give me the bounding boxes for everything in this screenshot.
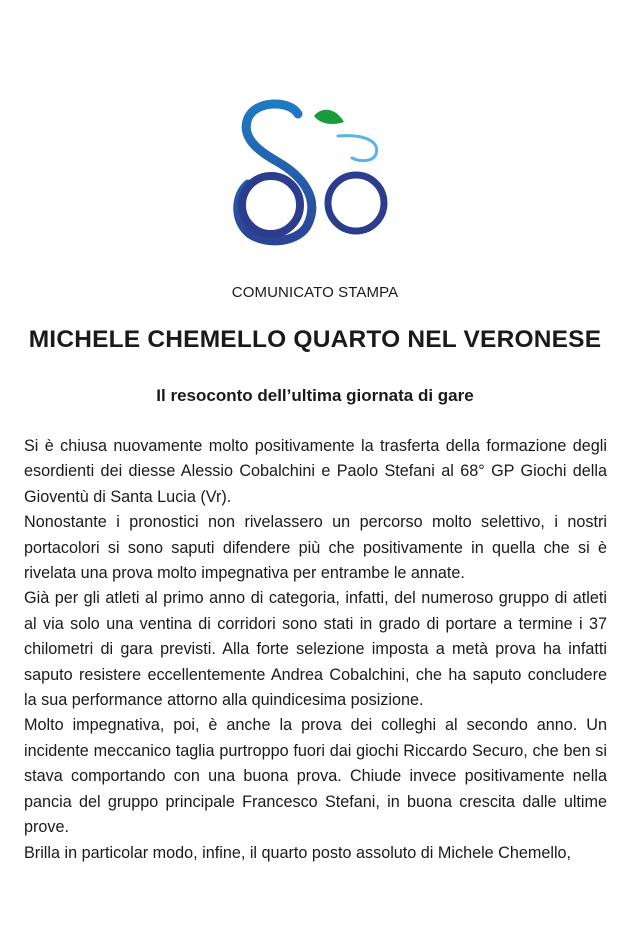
cyclist-logo-icon (228, 96, 394, 246)
paragraph: Già per gli atleti al primo anno di categoria, infatti, del numeroso gruppo di atleti al via solo una ventina di corridori sono stati in grado di portare a termine i 37 chilometri di gara previsti. Alla forte selezione imposta a metà prova ha infatti saputo resistere eccellentemente Andrea Cobalchini, che ha saputo concludere la sua performance attorno alla quindicesima posizione. (24, 589, 607, 710)
article-body (24, 434, 607, 866)
page-subtitle: Il resoconto dell’ultima giornata di gare (156, 386, 474, 405)
page-title: MICHELE CHEMELLO QUARTO NEL VERONESE (28, 326, 602, 353)
paragraph: Nonostante i pronostici non rivelassero un percorso molto selettivo, i nostri portacolori si sono saputi difendere più che positivamente in quella che si è rivelata una prova molto impegnativa per entrambe le annate. (24, 513, 607, 583)
paragraph: Brilla in particolar modo, infine, il quarto posto assoluto di Michele Chemello, (24, 843, 572, 862)
document-label: COMUNICATO STAMPA (231, 284, 399, 301)
paragraph: Si è chiusa nuovamente molto positivamente la trasferta della formazione degli esordienti dei diesse Alessio Cobalchini e Paolo Stefani al 68° GP Giochi della Gioventù di Santa Lucia (Vr). (24, 437, 607, 506)
paragraph: Molto impegnativa, poi, è anche la prova dei colleghi al secondo anno. Un incidente meccanico taglia purtroppo fuori dai giochi Riccardo Securo, che ben si stava comportando con una buona prova. Chiude invece positivamente nella pancia del gruppo principale Francesco Stefani, in buona crescita dalle ultime prove. (24, 716, 607, 837)
